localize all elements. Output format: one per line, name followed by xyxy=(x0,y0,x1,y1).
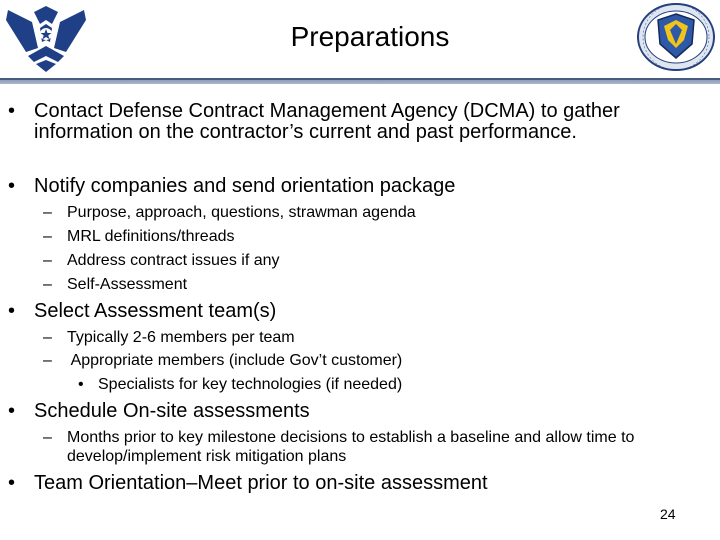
bullet-icon: • xyxy=(8,400,16,422)
page-number: 24 xyxy=(660,506,676,522)
bullet-icon: • xyxy=(8,300,16,322)
bullet-schedule-assessments xyxy=(8,400,694,422)
bullet-text: Team Orientation–Meet prior to on-site assessment xyxy=(34,472,488,494)
dash-icon: – xyxy=(43,204,52,221)
bullet-select-team xyxy=(8,300,694,322)
sub-bullet xyxy=(43,251,707,270)
bullet-icon: • xyxy=(8,175,16,197)
bullet-contact-dcma xyxy=(8,100,694,143)
dash-icon: – xyxy=(43,329,52,346)
bullet-notify-companies xyxy=(8,175,694,197)
dash-icon: – xyxy=(43,429,52,446)
bullet-text: Select Assessment team(s) xyxy=(34,300,277,322)
bullet-icon: • xyxy=(78,376,84,393)
sub-bullet xyxy=(43,428,707,466)
bullet-text: Schedule On-site assessments xyxy=(34,400,310,422)
dash-icon: – xyxy=(43,276,52,293)
sub-bullet-text: Months prior to key milestone decisions to establish a baseline and allow time to develop/implement risk mitigation plans xyxy=(67,429,635,465)
sub-bullet-text: Appropriate members (include Gov’t customer) xyxy=(67,352,403,369)
sub-bullet-text: Self-Assessment xyxy=(67,276,188,293)
dash-icon: – xyxy=(43,228,52,245)
sub-bullet xyxy=(43,328,707,347)
dash-icon: – xyxy=(43,252,52,269)
bullet-text: Notify companies and send orientation package xyxy=(34,175,456,197)
sub-bullet-text: Purpose, approach, questions, strawman agenda xyxy=(67,204,416,221)
sub-sub-bullet-text: Specialists for key technologies (if needed) xyxy=(98,376,403,393)
sub-sub-bullet xyxy=(78,375,698,394)
sub-bullet-text: Address contract issues if any xyxy=(67,252,280,269)
dash-icon: – xyxy=(43,352,52,369)
bullet-team-orientation xyxy=(8,472,694,494)
bullet-icon: • xyxy=(8,100,16,122)
sub-bullet-text: MRL definitions/threads xyxy=(67,228,235,245)
sub-bullet xyxy=(43,203,707,222)
sub-bullet xyxy=(43,275,707,294)
bullet-icon: • xyxy=(8,472,16,494)
sub-bullet xyxy=(43,351,707,370)
sub-bullet xyxy=(43,227,707,246)
sub-bullet-text: Typically 2-6 members per team xyxy=(67,329,295,346)
bullet-text: Contact Defense Contract Management Agency (DCMA) to gather information on the contractor’s current and past performance. xyxy=(34,100,620,143)
slide-title: Preparations xyxy=(290,21,450,52)
